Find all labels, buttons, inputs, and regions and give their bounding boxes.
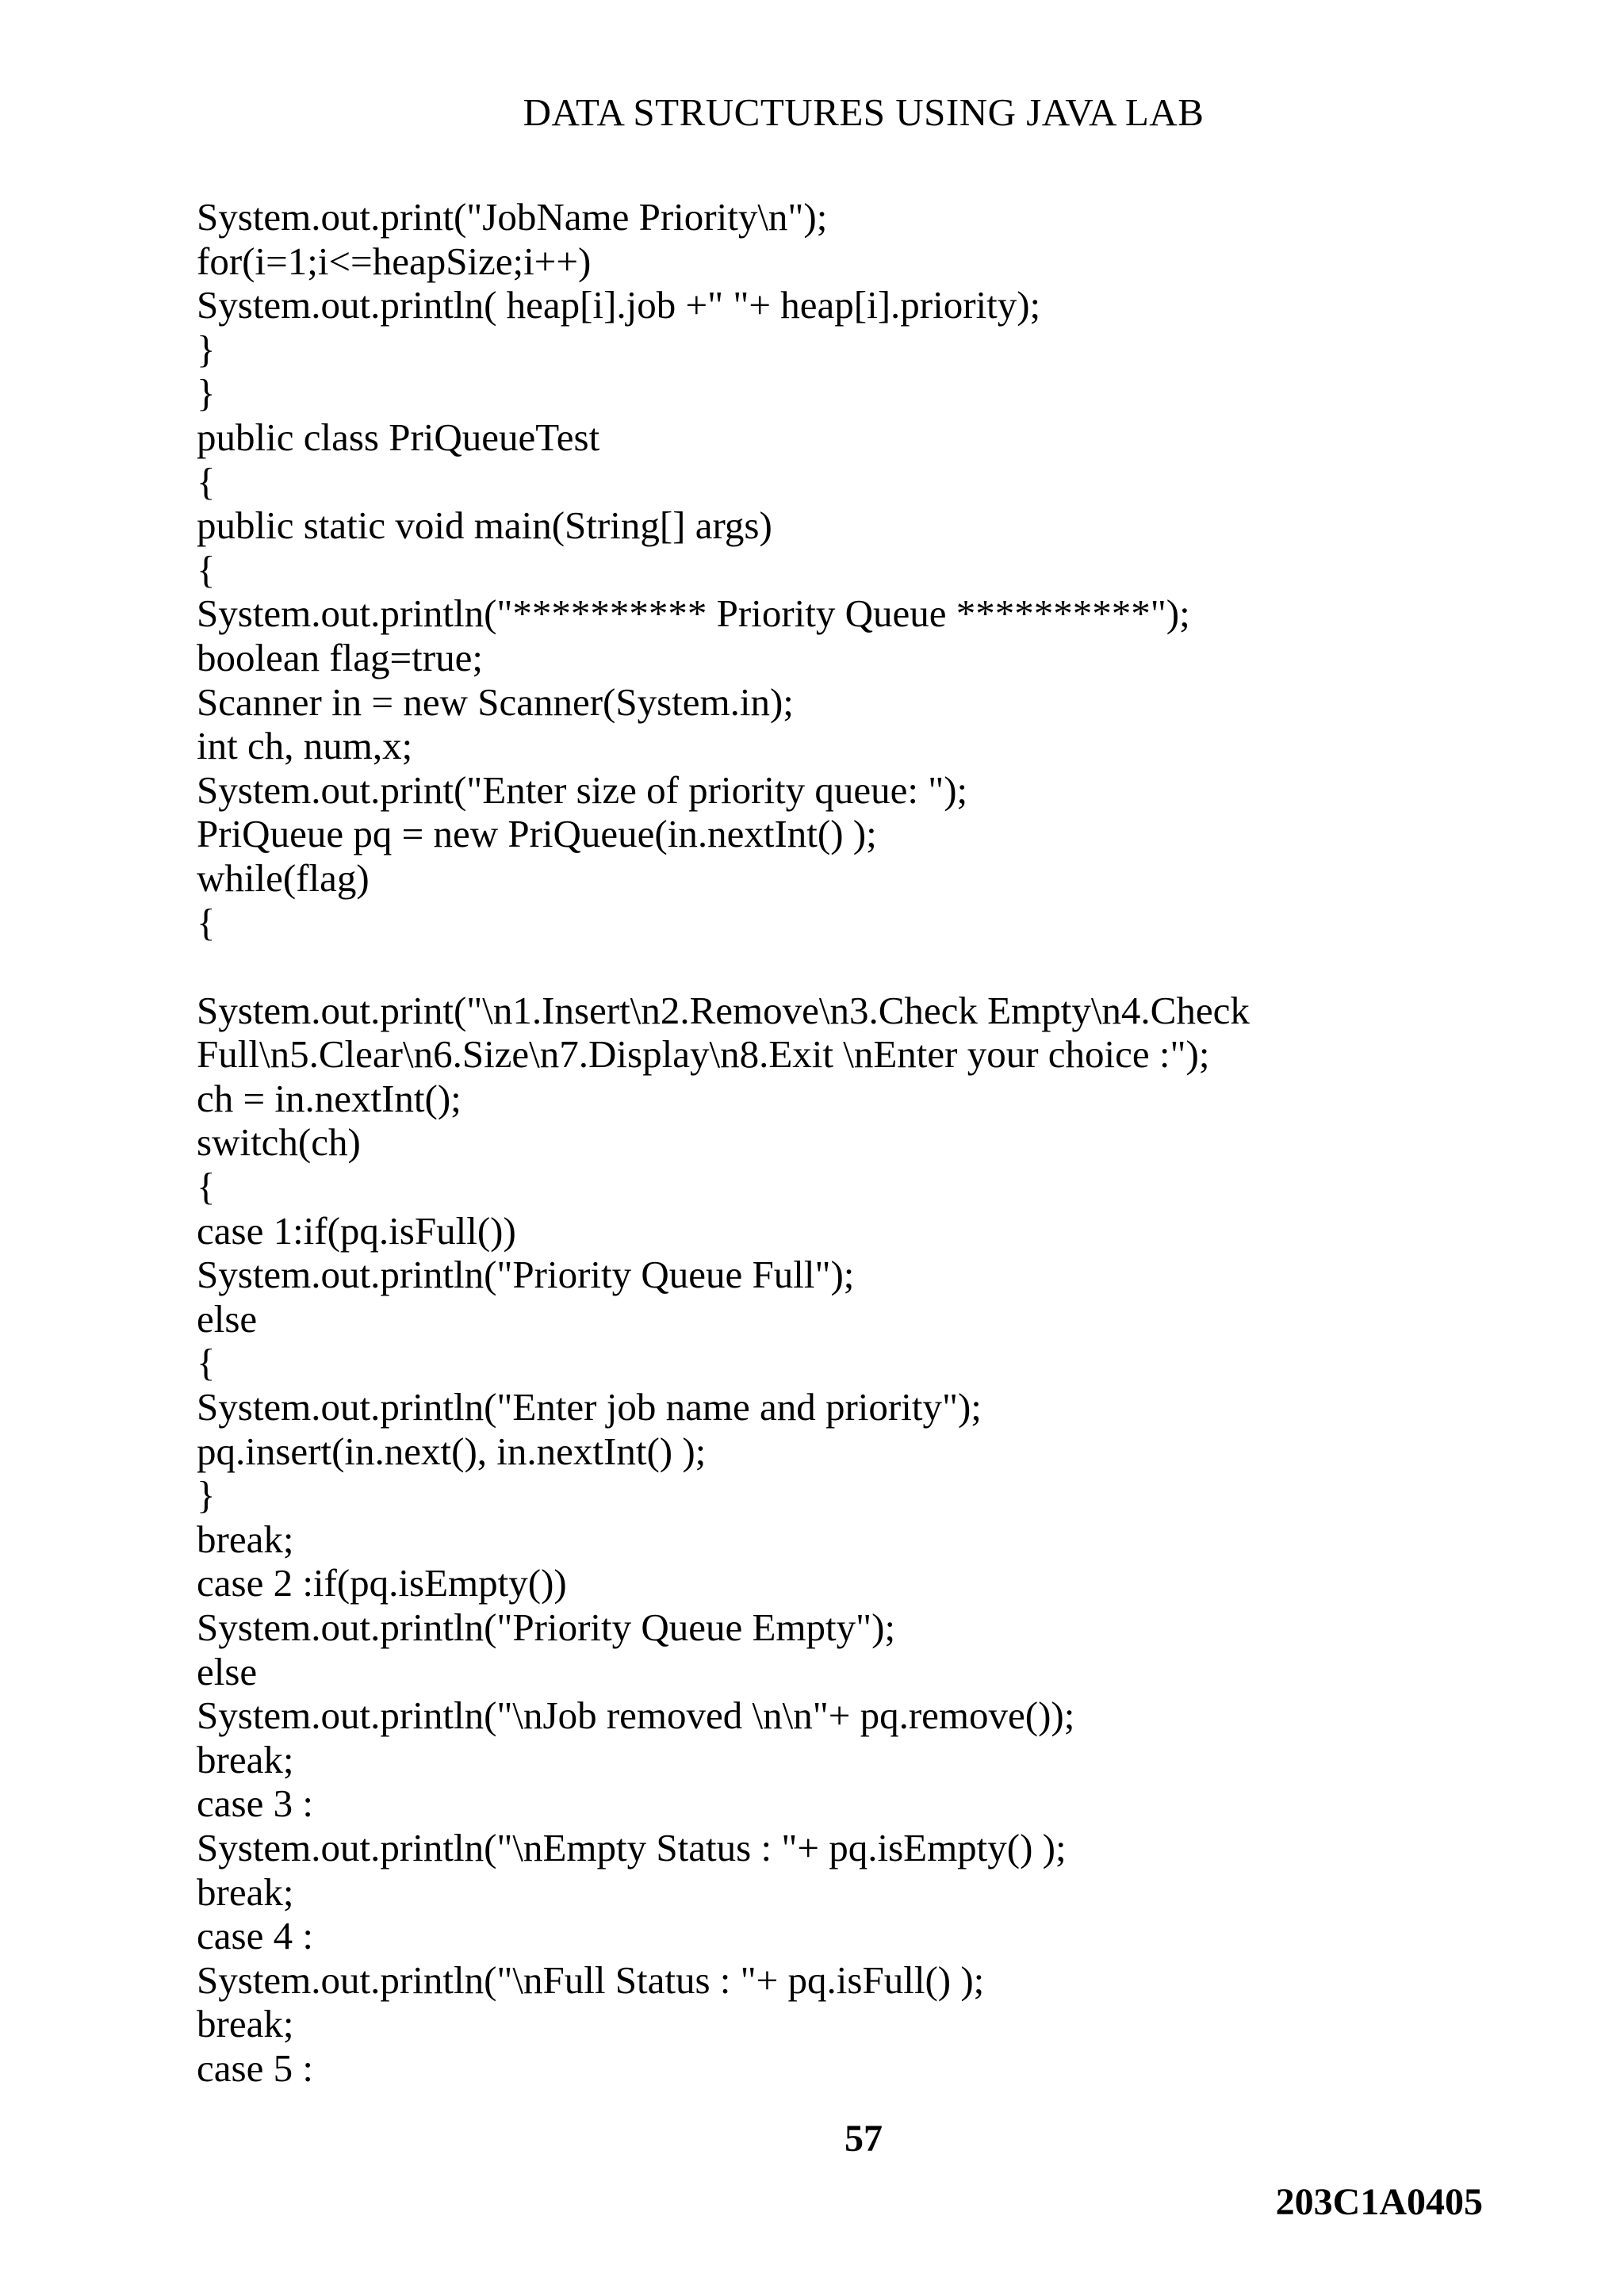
code-line: } — [197, 327, 216, 371]
code-line: break; — [197, 2002, 294, 2046]
code-line: int ch, num,x; — [197, 724, 413, 768]
code-line: boolean flag=true; — [197, 635, 483, 679]
code-line: for(i=1;i<=heapSize;i++) — [197, 239, 592, 283]
code-line: } — [197, 371, 216, 415]
code-line: System.out.println( heap[i].job +" "+ heap[i].priority); — [197, 283, 1041, 327]
code-line: System.out.println("Priority Queue Empty"); — [197, 1605, 896, 1649]
code-line: { — [197, 459, 216, 503]
code-line: { — [197, 1341, 216, 1385]
code-line: case 5 : — [197, 2045, 313, 2090]
code-line: System.out.print("JobName Priority\n"); — [197, 195, 828, 239]
code-line: System.out.println("\nEmpty Status : "+ pq.isEmpty() ); — [197, 1825, 1067, 1869]
code-line: break; — [197, 1517, 294, 1561]
code-line: switch(ch) — [197, 1120, 361, 1165]
page-number: 57 — [845, 2118, 883, 2160]
code-line: else — [197, 1649, 258, 1693]
code-line: { — [197, 547, 216, 591]
code-line: case 3 : — [197, 1781, 313, 1826]
code-line: pq.insert(in.next(), in.nextInt() ); — [197, 1429, 707, 1473]
code-line: System.out.print("\n1.Insert\n2.Remove\n3.Check Empty\n4.Check — [197, 988, 1250, 1032]
code-line: System.out.println("\nJob removed \n\n"+ pq.remove()); — [197, 1693, 1075, 1738]
code-line: break; — [197, 1737, 294, 1781]
code-line: public class PriQueueTest — [197, 415, 600, 459]
code-line: Full\n5.Clear\n6.Size\n7.Display\n8.Exit \nEnter your choice :"); — [197, 1032, 1210, 1077]
code-line: PriQueue pq = new PriQueue(in.nextInt() ); — [197, 812, 877, 856]
code-line: System.out.println("********** Priority Queue **********"); — [197, 591, 1190, 636]
page-header-title: DATA STRUCTURES USING JAVA LAB — [523, 90, 1205, 134]
code-line: { — [197, 900, 216, 944]
code-line: System.out.println("\nFull Status : "+ pq.isFull() ); — [197, 1957, 985, 2002]
code-line: case 4 : — [197, 1914, 313, 1958]
code-line: } — [197, 1473, 216, 1517]
code-line — [197, 944, 1545, 989]
code-line: public static void main(String[] args) — [197, 503, 772, 548]
code-line: Scanner in = new Scanner(System.in); — [197, 679, 794, 724]
code-line: System.out.print("Enter size of priority queue: "); — [197, 767, 968, 812]
code-line: case 2 :if(pq.isEmpty()) — [197, 1561, 567, 1605]
code-line: case 1:if(pq.isFull()) — [197, 1208, 516, 1253]
code-line: else — [197, 1296, 258, 1341]
code-line: while(flag) — [197, 855, 370, 900]
code-line: System.out.println("Priority Queue Full"); — [197, 1253, 855, 1297]
code-line: break; — [197, 1869, 294, 1914]
code-line: System.out.println("Enter job name and priority"); — [197, 1385, 982, 1429]
java-code-listing — [197, 195, 1545, 2091]
code-line: { — [197, 1165, 216, 1209]
code-line: ch = in.nextInt(); — [197, 1076, 462, 1120]
roll-number: 203C1A0405 — [1275, 2181, 1483, 2223]
